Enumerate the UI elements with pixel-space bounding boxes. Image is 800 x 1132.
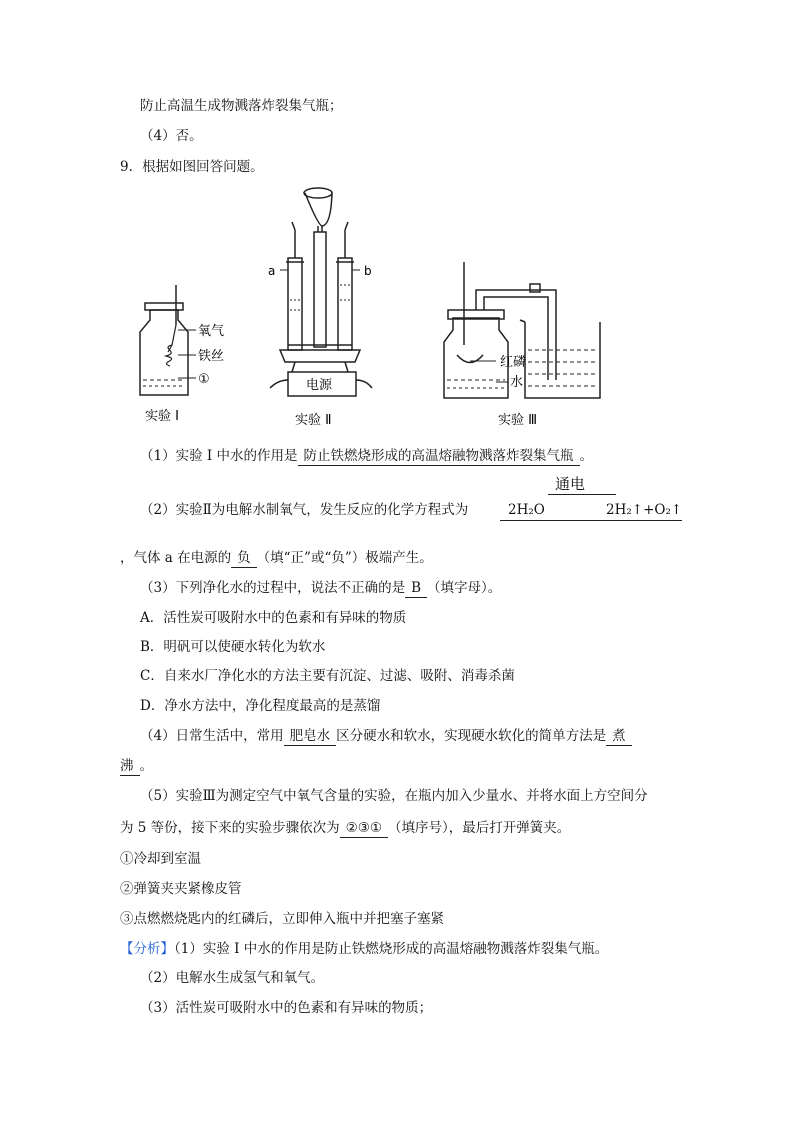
option-a: A．活性炭可吸附水中的色素和有异味的物质	[140, 610, 407, 626]
exp3-caption: 实验 Ⅲ	[498, 413, 538, 428]
question-title: 9．根据如图回答问题。	[120, 159, 264, 175]
label-a: a	[268, 264, 276, 278]
text-line: 防止高温生成物溅落炸裂集气瓶；	[140, 98, 343, 114]
equation-reactant: 2H₂O	[508, 502, 545, 518]
question-part-5: （5）实验Ⅲ为测定空气中氧气含量的实验，在瓶内加入少量水、并将水面上方空间分	[140, 788, 648, 804]
equation-underline	[500, 520, 682, 521]
exp2-voltameter-diagram	[270, 188, 372, 396]
circle-label: ①	[198, 372, 210, 387]
iron-wire-label: 铁丝	[198, 349, 225, 364]
answer-blank: B	[405, 580, 427, 598]
oxygen-label: 氧气	[198, 324, 225, 339]
question-part-2: （2）实验Ⅱ为电解水制氧气，发生反应的化学方程式为	[140, 502, 469, 518]
condition-line	[548, 494, 616, 495]
step-1: ①冷却到室温	[120, 851, 201, 867]
option-c: C．自来水厂净化水的方法主要有沉淀、过滤、吸附、消毒杀菌	[140, 668, 515, 684]
analysis-line-1: 【分析】（1）实验 I 中水的作用是防止铁燃烧形成的高温熔融物溅落炸裂集气瓶。	[120, 941, 609, 957]
answer-blank: 煮	[606, 728, 632, 746]
answer-blank: ②③①	[340, 820, 388, 838]
question-part-4: （4）日常生活中，常用 肥皂水 区分硬水和软水，实现硬水软化的简单方法是 煮	[140, 726, 632, 746]
water-label: 水	[510, 375, 524, 390]
answer-blank: 沸	[120, 758, 140, 776]
step-2: ②弹簧夹夹紧橡皮管	[120, 881, 242, 897]
answer-blank: 负	[231, 550, 257, 568]
question-part-4-cont: 沸 。	[120, 758, 153, 774]
exp1-jar-diagram	[140, 285, 196, 395]
question-part-5-cont: 为 5 等份，接下来的实验步骤依次为 ②③① （填序号），最后打开弹簧夹。	[120, 820, 571, 836]
exp2-caption: 实验 Ⅱ	[295, 413, 332, 428]
question-part-3: （3）下列净化水的过程中，说法不正确的是 B （填字母）。	[140, 580, 502, 596]
option-d: D．净水方法中，净化程度最高的是蒸馏	[140, 698, 381, 714]
equation-products: 2H₂↑+O₂↑	[606, 502, 683, 518]
phosphorus-label: 红磷	[500, 355, 527, 370]
reaction-condition: 通电	[555, 475, 586, 493]
analysis-line-3: （3）活性炭可吸附水中的色素和有异味的物质；	[140, 1000, 433, 1016]
question-part-2b: ，气体 a 在电源的 负 （填“正”或“负”）极端产生。	[120, 550, 433, 566]
analysis-tag: 【分析】	[120, 941, 174, 957]
answer-blank: 肥皂水	[284, 728, 337, 746]
power-label: 电源	[306, 378, 333, 393]
analysis-line-2: （2）电解水生成氢气和氧气。	[140, 970, 325, 986]
label-b: b	[364, 264, 372, 278]
step-3: ③点燃燃烧匙内的红磷后，立即伸入瓶中并把塞子塞紧	[120, 911, 444, 927]
experiment-figure	[0, 0, 800, 440]
exp1-caption: 实验 Ⅰ	[145, 409, 179, 424]
text-line: （4）否。	[140, 128, 203, 144]
question-part-1: （1）实验 I 中水的作用是 防止铁燃烧形成的高温熔融物溅落炸裂集气瓶 。	[140, 448, 594, 464]
answer-blank: 防止铁燃烧形成的高温熔融物溅落炸裂集气瓶	[298, 448, 580, 466]
option-b: B．明矾可以使硬水转化为软水	[140, 639, 326, 655]
